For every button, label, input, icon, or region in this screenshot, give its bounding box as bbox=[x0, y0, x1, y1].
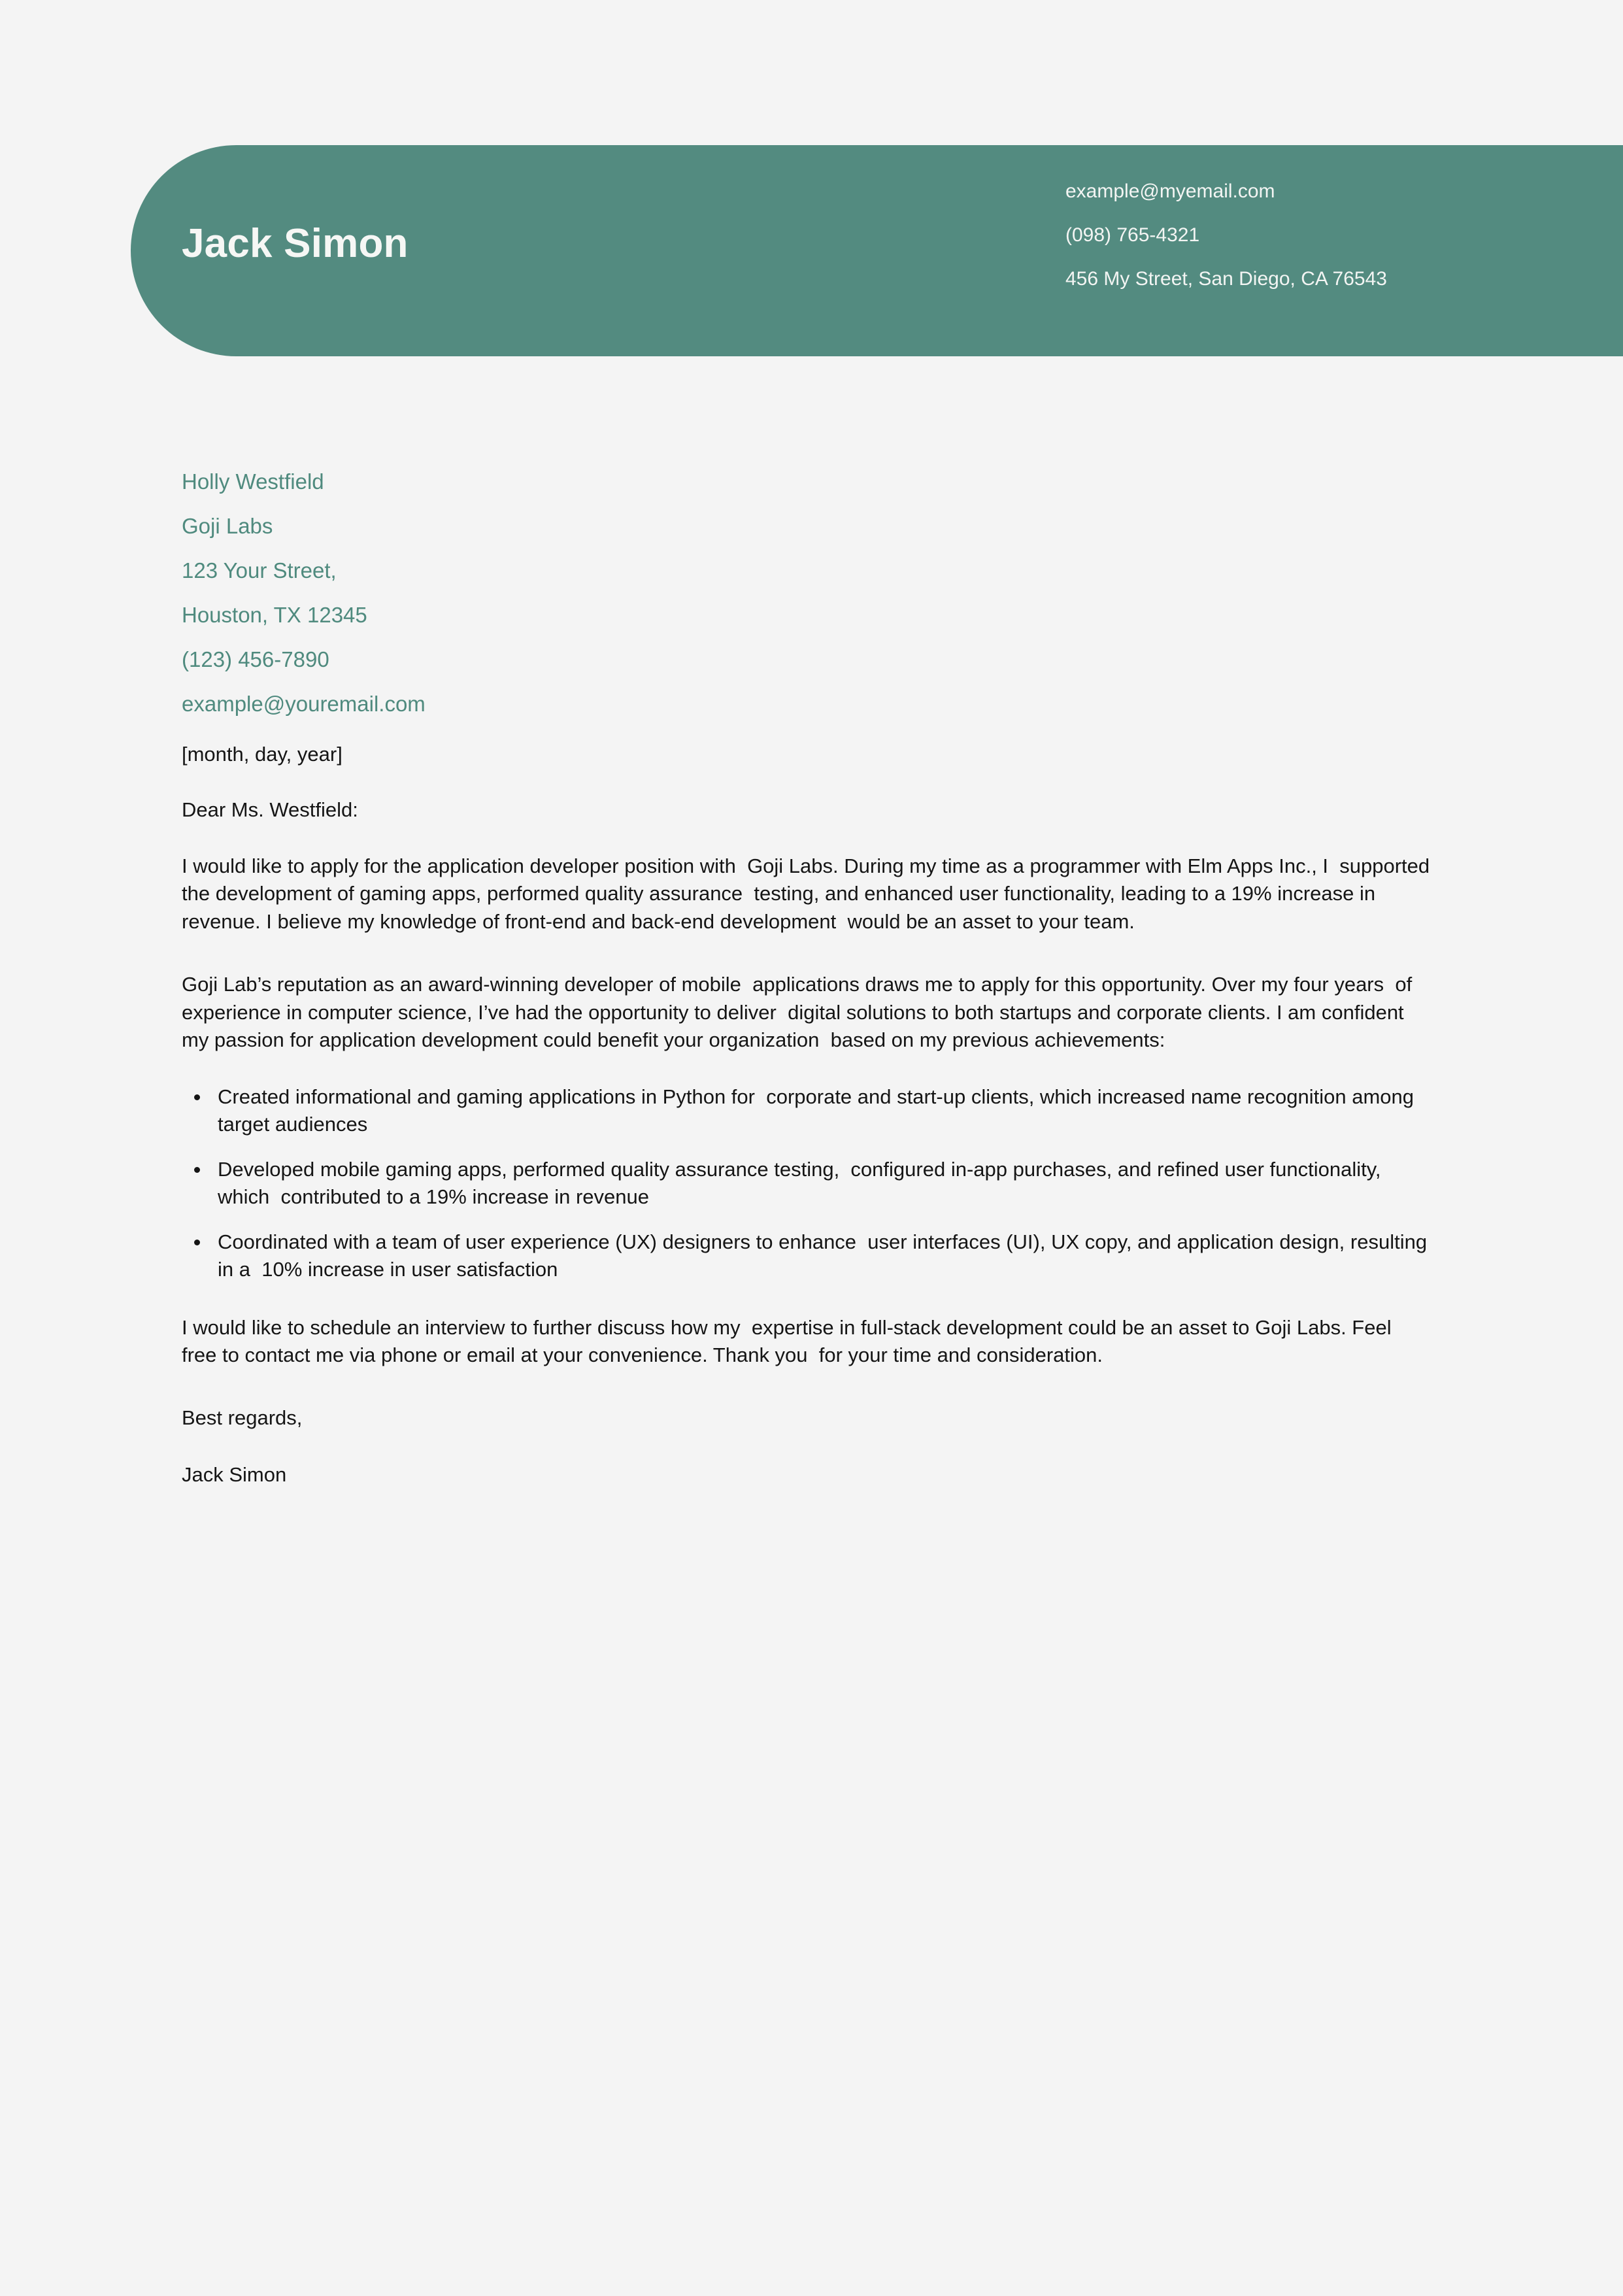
letter-signoff: Best regards, bbox=[182, 1406, 303, 1429]
letter-date: [month, day, year] bbox=[182, 743, 343, 766]
letter-body bbox=[182, 469, 1435, 1486]
recipient-street: 123 Your Street, bbox=[182, 558, 337, 582]
letter-paragraph-2: Goji Lab’s reputation as an award-winning developer of mobile applications draws me to apply for this opportunity. Over my four years of experience in computer science, I’ve had the opportunity to deliver digital solutions to both startups and corporate clients. I am confident my passion for application development could benefit your organization based on my previous achievements: bbox=[182, 973, 1418, 1052]
list-item: Created informational and gaming applications in Python for corporate and start-up clients, which increased name recognition among target audiences bbox=[182, 1083, 1431, 1139]
list-item: Coordinated with a team of user experience (UX) designers to enhance user interfaces (UI), UX copy, and application design, resulting in a 10% increase in user satisfaction bbox=[182, 1228, 1431, 1284]
header-contact-block bbox=[1065, 182, 1387, 313]
letter-closing-paragraph: I would like to schedule an interview to further discuss how my expertise in full-stack development could be an asset to Goji Labs. Feel free to contact me via phone or email at your convenience. Thank you for your time and consideration. bbox=[182, 1315, 1403, 1367]
letter-paragraph-1: I would like to apply for the application developer position with Goji Labs. During my time as a programmer with Elm Apps Inc., I supported the development of gaming apps, performed quality assurance testing, and enhanced user functionality, leading to a 19% increase in revenue. I believe my knowledge of front-end and back-end development would be an asset to your team. bbox=[182, 854, 1435, 933]
list-item: Developed mobile gaming apps, performed quality assurance testing, configured in-app purchases, and refined user functionality, which contributed to a 19% increase in revenue bbox=[182, 1156, 1431, 1211]
contact-phone: (098) 765-4321 bbox=[1065, 224, 1200, 246]
letter-signature-name: Jack Simon bbox=[182, 1462, 287, 1486]
contact-email: example@myemail.com bbox=[1065, 180, 1275, 202]
recipient-company: Goji Labs bbox=[182, 514, 273, 538]
recipient-email: example@youremail.com bbox=[182, 692, 426, 716]
recipient-name: Holly Westfield bbox=[182, 469, 324, 494]
contact-address: 456 My Street, San Diego, CA 76543 bbox=[1065, 268, 1387, 290]
applicant-name: Jack Simon bbox=[182, 221, 409, 266]
achievements-list bbox=[182, 1083, 1431, 1284]
recipient-city-state-zip: Houston, TX 12345 bbox=[182, 603, 367, 627]
letter-salutation: Dear Ms. Westfield: bbox=[182, 798, 358, 821]
recipient-address-block bbox=[182, 471, 1431, 715]
recipient-phone: (123) 456-7890 bbox=[182, 647, 329, 671]
header-banner bbox=[131, 145, 1623, 356]
